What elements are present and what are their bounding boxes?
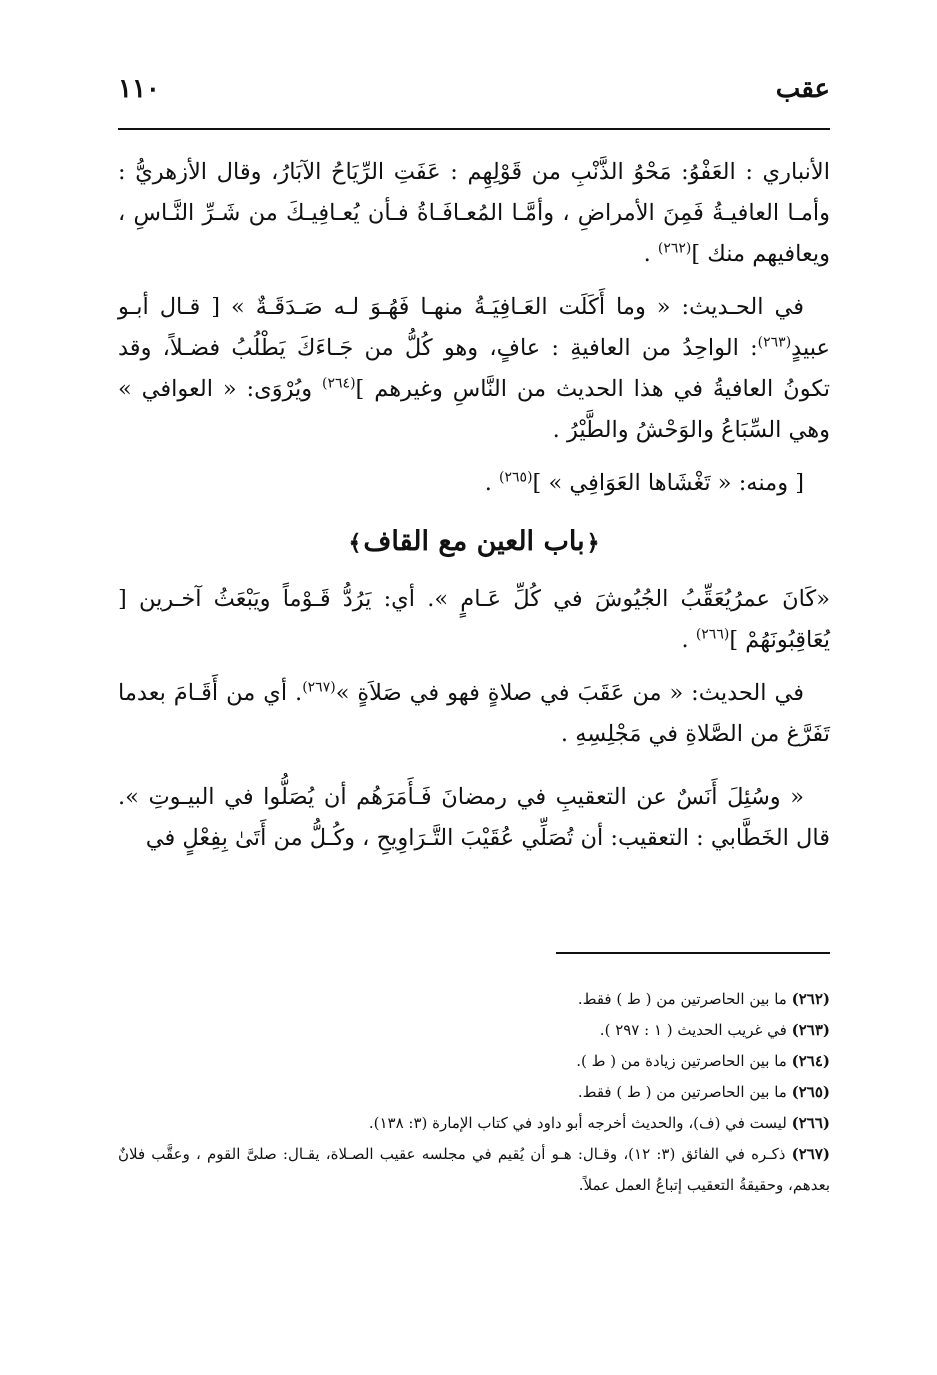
footnote-ref: (٢٦٤) — [322, 375, 356, 392]
footnote-text: ذكـره في الفائق (٣: ١٢)، وقـال: هـو أن يُقيم في مجلسه عقيب الصـلاة، يقـال: صلىَّ القوم ، وعقَّب فلانٌ بعدهم، وحقيقةُ التعقيب إتباعُ العمل عملاً. — [118, 1145, 830, 1194]
paragraph-end: . — [643, 241, 658, 267]
page-header — [118, 62, 830, 122]
footnote-ref: (٢٦٥) — [499, 469, 533, 486]
book-page — [118, 62, 831, 1194]
footnote — [118, 1077, 830, 1108]
paragraph-text: في الحـديث: « وما أَكَلَت العَـافِيَـةُ منهـا فَهُـوَ لـه صَـدَقَـةٌ » [ قـال أبـو عبيدٍ — [118, 294, 830, 361]
running-head: عقب — [775, 74, 830, 104]
paragraph-end: . — [681, 627, 696, 653]
footnote-number: (٢٦٦) — [791, 1114, 830, 1132]
paragraph-text: الأنباري : العَفْوُ: مَحْوُ الذَّنْبِ من قَوْلِهِم : عَفَتِ الرِّيَاحُ الآبَارُ، وقال الأزهريُّ : وأمـا العافيـةُ فَمِنَ الأمراضِ ، وأمَّـا المُعـافَـاةُ فـأن يُعـافِيـكَ من شَـرِّ النَّـاسِ ، ويعافيهم منك ] — [118, 159, 830, 267]
header-rule — [118, 128, 830, 130]
footnote-ref: (٢٦٧) — [302, 679, 336, 696]
paragraph-4 — [118, 579, 830, 661]
footnote — [118, 1108, 830, 1139]
footnote — [118, 1015, 830, 1046]
footnote — [118, 1046, 830, 1077]
paragraph-text: في الحديث: « من عَقَبَ في صلاةٍ فهو في صَلاَةٍ » — [335, 680, 804, 706]
chapter-heading — [118, 526, 830, 557]
footnote-text: ما بين الحاصرتين من ( ط ) فقط. — [577, 1083, 792, 1101]
ornament-left: ﴾ — [348, 530, 362, 556]
paragraph-text: [ ومنه: « تَغْشَاها العَوَافِي » ] — [532, 470, 804, 496]
footnote — [118, 1139, 830, 1201]
paragraph-1 — [118, 152, 830, 275]
footnote-number: (٢٦٧) — [791, 1145, 831, 1163]
paragraph-5 — [118, 673, 830, 755]
paragraph-6 — [118, 777, 830, 859]
ornament-right: ﴿ — [586, 530, 600, 556]
paragraph-text: « وسُئِلَ أَنَسٌ عن التعقيبِ في رمضانَ فَـأَمَرَهُم أن يُصَلُّوا في البيـوتِ ». قال الخَطَّابي : التعقيب: أن تُصَلِّي عُقَيْبَ التَّـرَاوِيحِ ، وكُـلُّ من أَتَىٰ بِفِعْلٍ في — [118, 784, 830, 851]
footnote-number: (٢٦٤) — [791, 1052, 830, 1070]
footnote-ref: (٢٦٣) — [757, 334, 792, 351]
footnote-ref: (٢٦٢) — [657, 240, 692, 257]
paragraph-text: . أي من أَقَـامَ بعدما تَفَرَّغ من الصَّلاةِ في مَجْلِسِهِ . — [118, 680, 830, 747]
paragraph-2 — [118, 287, 830, 451]
paragraph-text: ويُرْوَى: « العوافي » وهي السِّبَاعُ والوَحْشُ والطَّيْرُ . — [118, 376, 830, 443]
footnote-text: في غريب الحديث ( ١ : ٢٩٧ ). — [599, 1021, 792, 1039]
main-text — [118, 152, 830, 859]
footnote-rule — [556, 952, 830, 954]
footnote-text: ليست في (ف)، والحديث أخرجه أبو داود في كتاب الإمارة (٣: ١٣٨). — [368, 1114, 792, 1132]
footnote-text: ما بين الحاصرتين زيادة من ( ط ). — [576, 1052, 792, 1070]
footnote-ref: (٢٦٦) — [695, 626, 730, 643]
footnotes — [118, 984, 830, 1201]
footnote — [118, 984, 830, 1015]
chapter-title: باب العين مع القاف — [363, 526, 585, 557]
footnote-number: (٢٦٢) — [791, 990, 830, 1008]
footnote-number: (٢٦٣) — [791, 1021, 830, 1039]
paragraph-text: «كَانَ عمرُيُعَقِّبُ الجُيُوشَ في كُلِّ عَـامٍ ». أي: يَرُدُّ قَـوْماً ويَبْعَثُ آخـرين [ يُعَاقِبُونَهُمْ ] — [118, 586, 830, 653]
paragraph-text: : الواحِدُ من العافيةِ : عافٍ، وهو كُلُّ من جَـاءَكَ يَطْلُبُ فضـلاً، وقد تكونُ العافيةُ في هذا الحديث من النَّاسِ وغيرهم ] — [118, 335, 831, 402]
footnote-text: ما بين الحاصرتين من ( ط ) فقط. — [577, 990, 792, 1008]
paragraph-end: . — [484, 470, 500, 496]
footnote-number: (٢٦٥) — [791, 1083, 830, 1101]
paragraph-3 — [118, 463, 830, 504]
page-number: ١١٠ — [118, 74, 160, 104]
